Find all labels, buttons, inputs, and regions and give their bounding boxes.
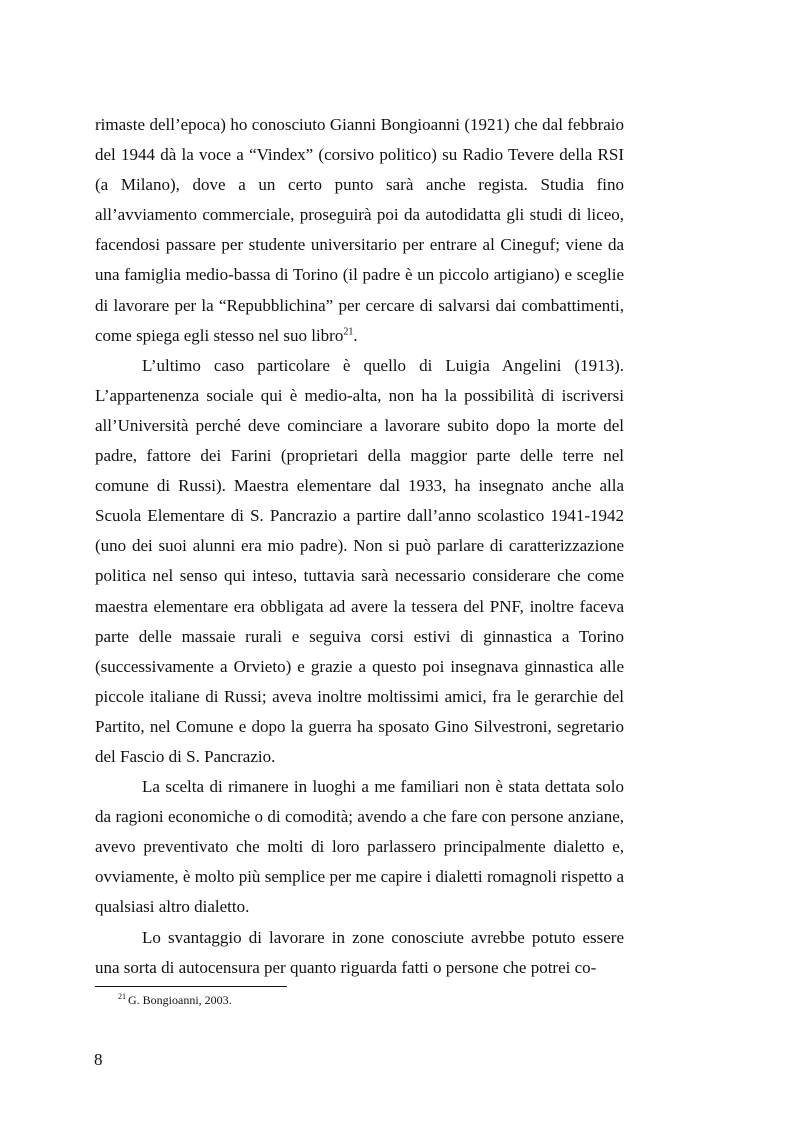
- paragraph-4: Lo svantaggio di lavorare in zone conosciute avrebbe potuto essere una sorta di autocensura per quanto riguarda fatti o persone che potrei co-: [95, 927, 624, 977]
- footnote: [118, 992, 232, 1008]
- paragraph-1-text: rimaste dell’epoca) ho conosciuto Gianni Bongioanni (1921) che dal febbraio del 1944 dà la voce a “Vindex” (corsivo politico) su Radio Tevere della RSI (a Milano), dove a un certo punto sarà anche regista. Studia fino all’avviamento commerciale, proseguirà poi da autodidatta gli studi di liceo, facendosi passare per studente universitario per entrare al Cineguf; viene da una famiglia medio-bassa di Torino (il padre è un piccolo artigiano) e sceglie di lavorare per la “Repubblichina” per cercare di salvarsi dai combattimenti, come spiega egli stesso nel suo libro: [95, 115, 624, 345]
- footnote-text: G. Bongioanni, 2003.: [128, 993, 232, 1007]
- footnote-reference[interactable]: 21: [343, 326, 354, 337]
- page-number: 8: [94, 1050, 103, 1069]
- body-text: [95, 110, 624, 983]
- paragraph-1: [95, 110, 624, 351]
- footnote-number: 21: [118, 992, 126, 1001]
- paragraph-3: La scelta di rimanere in luoghi a me familiari non è stata dettata solo da ragioni economiche o di comodità; avendo a che fare con persone anziane, avevo preventivato che molti di loro parlassero principalmente dialetto e, ovviamente, è molto più semplice per me capire i dialetti romagnoli rispetto a qualsiasi altro dialetto.: [95, 777, 624, 917]
- footnote-divider: [95, 986, 287, 987]
- paragraph-1-end: .: [353, 325, 358, 345]
- paragraph-2: L’ultimo caso particolare è quello di Luigia Angelini (1913). L’appartenenza sociale qui è medio-alta, non ha la possibilità di iscriversi all’Università perché deve cominciare a lavorare subito dopo la morte del padre, fattore dei Farini (proprietari della maggior parte delle terre nel comune di Russi). Maestra elementare dal 1933, ha insegnato anche alla Scuola Elementare di S. Pancrazio a partire dall’anno scolastico 1941-1942 (uno dei suoi alunni era mio padre). Non si può parlare di caratterizzazione politica nel senso qui inteso, tuttavia sarà necessario considerare che come maestra elementare era obbligata ad avere la tessera del PNF, inoltre faceva parte delle massaie rurali e seguiva corsi estivi di ginnastica a Torino (successivamente a Orvieto) e grazie a questo poi insegnava ginnastica alle piccole italiane di Russi; aveva inoltre moltissimi amici, fra le gerarchie del Partito, nel Comune e dopo la guerra ha sposato Gino Silvestroni, segretario del Fascio di S. Pancrazio.: [95, 355, 624, 766]
